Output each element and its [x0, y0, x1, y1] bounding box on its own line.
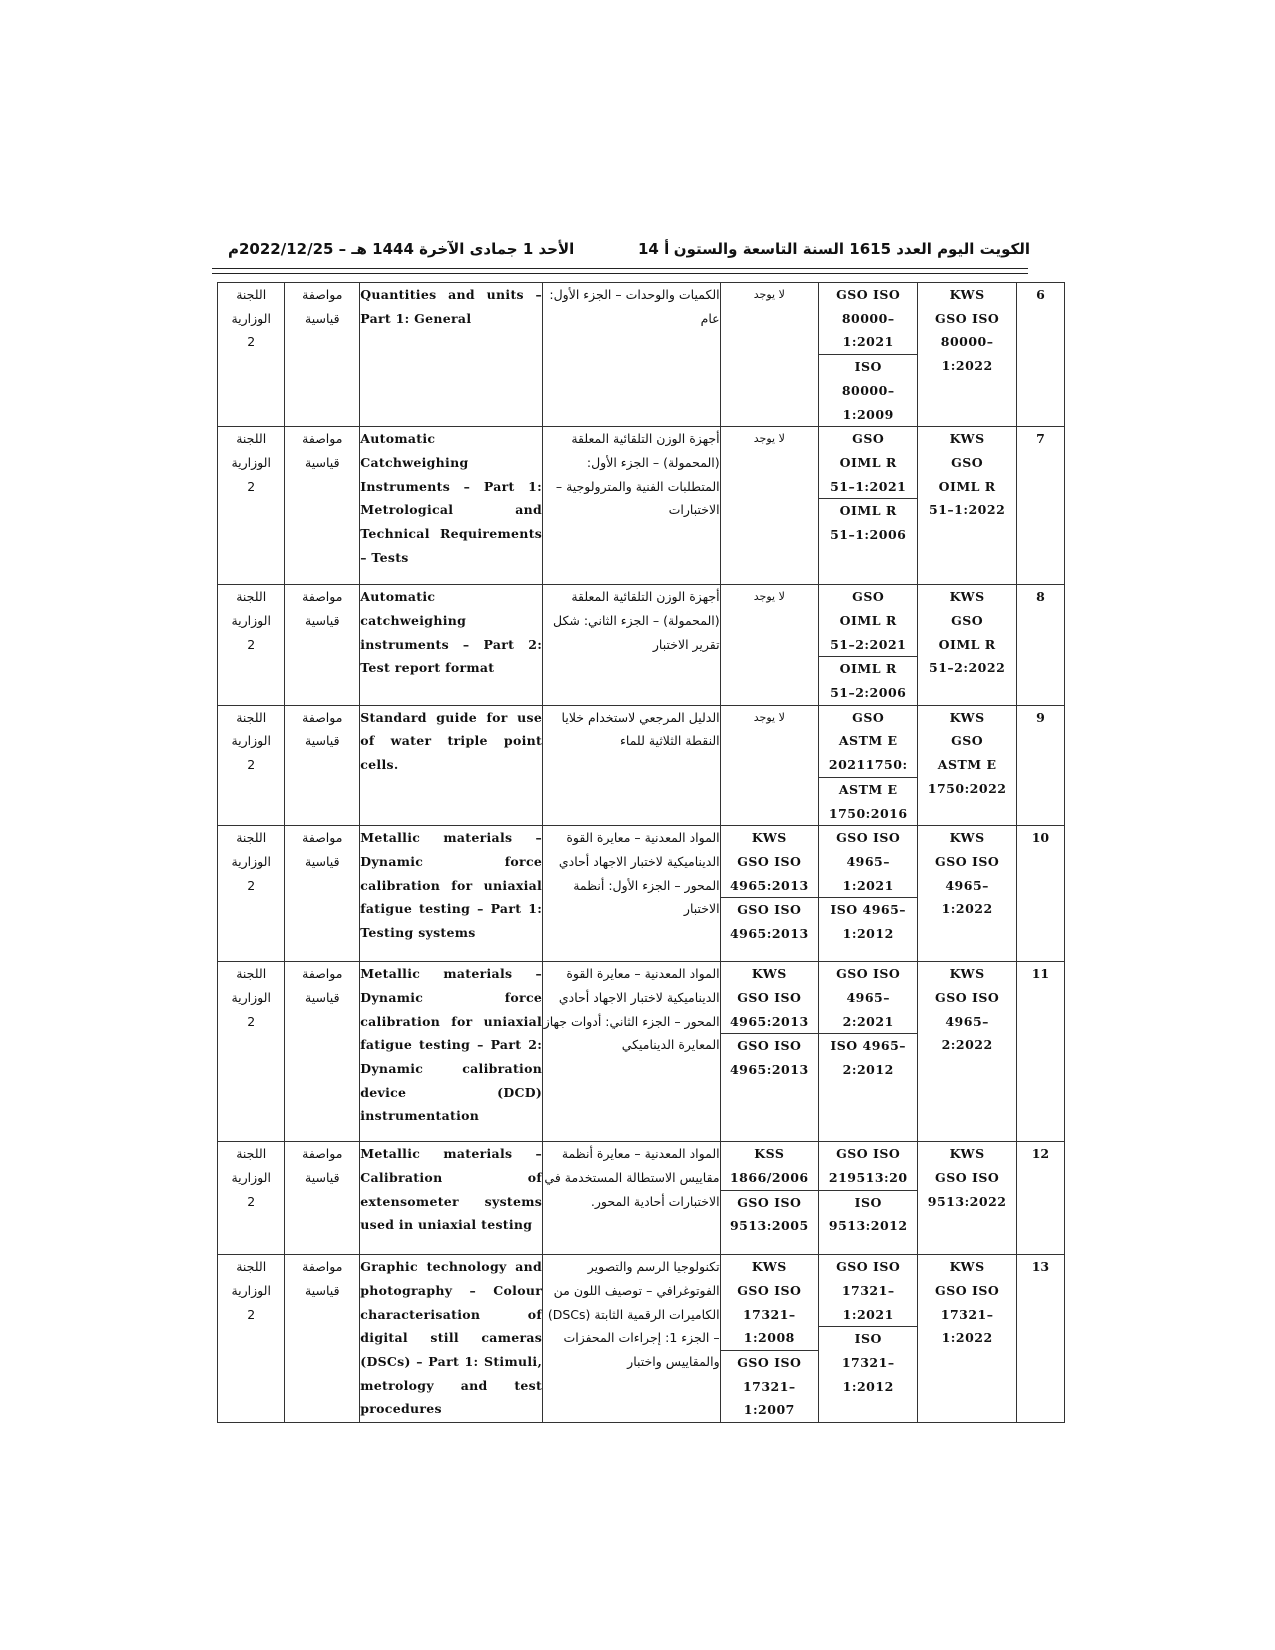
- new-code-cell: [918, 1142, 1016, 1255]
- title-en-cell: Metallic materials – Dynamic force calibration for uniaxial fatigue testing – Part 1: Testing systems: [360, 826, 543, 962]
- new-code-line: GSO ISO: [935, 1169, 1000, 1185]
- gso-ref-line: 1:2021: [842, 1306, 894, 1322]
- committee-line: الوزارية: [231, 612, 271, 628]
- type-line: مواصفة: [302, 1259, 343, 1275]
- type-line: مواصفة: [302, 431, 343, 447]
- intl-ref-line: 51–1:2006: [830, 527, 907, 543]
- gso-ref-line: OIML R: [839, 612, 897, 628]
- new-code-line: 51–1:2022: [929, 502, 1006, 518]
- type-line: قياسية: [305, 989, 340, 1005]
- committee-line: اللجنة: [236, 709, 267, 725]
- new-code-line: 80000–: [940, 334, 994, 350]
- committee-line: اللجنة: [236, 830, 267, 846]
- kuwait-ref-alt-line: GSO ISO: [737, 1355, 802, 1371]
- committee-cell: [218, 962, 285, 1142]
- kuwait-ref-line: 1866/2006: [729, 1169, 809, 1185]
- title-ar-cell: الدليل المرجعي لاستخدام خلايا النقطة الثلاثية للماء: [543, 705, 721, 826]
- kuwait-ref-alt-line: 1:2007: [743, 1402, 795, 1418]
- title-en-cell: Automatic catchweighing instruments – Part 2: Test report format: [360, 585, 543, 706]
- type-cell: [285, 427, 360, 585]
- kuwait-ref-line: GSO ISO: [737, 989, 802, 1005]
- title-ar-cell: أجهزة الوزن التلقائية المعلقة (المحمولة) – الجزء الثاني: شكل تقرير الاختبار: [543, 585, 721, 706]
- committee-line: 2: [247, 757, 256, 773]
- intl-ref-line: ISO: [854, 1331, 882, 1347]
- page-header: [228, 240, 1030, 264]
- new-code-line: ASTM E: [937, 757, 997, 773]
- kuwait-ref-line: 1:2008: [743, 1330, 795, 1346]
- title-ar-cell: تكنولوجيا الرسم والتصوير الفوتوغرافي – توصيف اللون من الكاميرات الرقمية الثابتة (DSCs) – الجزء 1: إجراءات المحفزات والمقاييس واختبار: [543, 1255, 721, 1423]
- kuwait-ref-line: لا يوجد: [753, 432, 785, 446]
- row-number-cell: 11: [1016, 962, 1064, 1142]
- gazette-title: الكويت اليوم العدد 1615 السنة التاسعة والستون: [673, 240, 1030, 258]
- intl-ref-line: 1:2009: [842, 406, 894, 422]
- kuwait-ref-line: KSS: [754, 1146, 785, 1162]
- committee-line: 2: [247, 877, 256, 893]
- gso-ref-cell: [819, 585, 918, 706]
- committee-line: الوزارية: [231, 1169, 271, 1185]
- title-en-cell: Metallic materials – Dynamic force calibration for uniaxial fatigue testing – Part 2: Dynamic calibration device (DCD) instrumentation: [360, 962, 543, 1142]
- intl-ref: [819, 1190, 917, 1238]
- kuwait-ref-line: KWS: [751, 966, 787, 982]
- intl-ref: [819, 897, 917, 945]
- title-ar-cell: الكميات والوحدات – الجزء الأول: عام: [543, 283, 721, 427]
- committee-cell: [218, 585, 285, 706]
- table-row: [218, 427, 1065, 585]
- intl-ref-line: ISO: [854, 359, 882, 375]
- type-line: مواصفة: [302, 830, 343, 846]
- table-row: [218, 283, 1065, 427]
- table-row: [218, 826, 1065, 962]
- kuwait-ref-line: لا يوجد: [753, 288, 785, 301]
- issue-date: الأحد 1 جمادى الآخرة 1444 هـ – 2022/12/25م: [228, 240, 575, 258]
- type-cell: [285, 283, 360, 427]
- gso-ref-cell: [819, 826, 918, 962]
- new-code-line: 1:2022: [941, 901, 993, 917]
- new-code-line: 4965–: [945, 877, 989, 893]
- kuwait-ref-cell: [720, 962, 818, 1142]
- new-code-line: KWS: [949, 589, 985, 605]
- kuwait-ref-cell: [720, 1255, 818, 1423]
- new-code-cell: [918, 427, 1016, 585]
- gso-ref-line: 4965–: [846, 853, 890, 869]
- intl-ref: [819, 1033, 917, 1081]
- kuwait-ref-cell: [720, 283, 818, 427]
- intl-ref: [819, 498, 917, 546]
- intl-ref-line: 9513:2012: [828, 1218, 908, 1234]
- intl-ref-line: OIML R: [839, 503, 897, 519]
- kuwait-ref-line: KWS: [751, 830, 787, 846]
- table-row: [218, 705, 1065, 826]
- committee-line: اللجنة: [236, 1259, 267, 1275]
- committee-line: 2: [247, 478, 256, 494]
- kuwait-ref-divider: [721, 1190, 818, 1238]
- gso-ref-line: GSO ISO: [836, 966, 901, 982]
- new-code-cell: [918, 826, 1016, 962]
- gso-ref-line: ASTM E: [838, 733, 898, 749]
- committee-line: اللجنة: [236, 287, 267, 302]
- gso-ref-line: GSO ISO: [836, 1259, 901, 1275]
- new-code-line: KWS: [949, 1146, 985, 1162]
- committee-cell: [218, 826, 285, 962]
- row-number-cell: 9: [1016, 705, 1064, 826]
- title-en-cell: Standard guide for use of water triple point cells.: [360, 705, 543, 826]
- title-ar-cell: المواد المعدنية – معايرة القوة الديناميكية لاختبار الاجهاد أحادي المحور – الجزء الأول: أنظمة الاختبار: [543, 826, 721, 962]
- title-ar-cell: المواد المعدنية – معايرة أنظمة مقاييس الاستطالة المستخدمة في الاختبارات أحادية المحور.: [543, 1142, 721, 1255]
- type-line: مواصفة: [302, 709, 343, 725]
- intl-ref-line: ASTM E: [838, 781, 898, 797]
- gso-ref-line: 51–2:2021: [830, 636, 907, 652]
- new-code-line: 1:2022: [941, 1330, 993, 1346]
- committee-line: اللجنة: [236, 589, 267, 605]
- new-code-line: KWS: [949, 287, 985, 302]
- new-code-line: OIML R: [938, 478, 996, 494]
- type-cell: [285, 585, 360, 706]
- gso-ref-cell: [819, 705, 918, 826]
- kuwait-ref-line: 17321–: [742, 1306, 796, 1322]
- kuwait-ref-cell: [720, 427, 818, 585]
- title-en-cell: Quantities and units – Part 1: General: [360, 283, 543, 427]
- intl-ref-line: ISO 4965–: [830, 1038, 907, 1054]
- kuwait-ref-divider: [721, 1033, 818, 1081]
- table-row: [218, 585, 1065, 706]
- new-code-line: GSO ISO: [935, 853, 1000, 869]
- gso-ref-line: GSO ISO: [836, 1146, 901, 1162]
- header-rule-bottom: [212, 273, 1028, 274]
- new-code-line: GSO: [951, 733, 984, 749]
- new-code-line: KWS: [949, 709, 985, 725]
- committee-line: الوزارية: [231, 1282, 271, 1298]
- kuwait-ref-line: لا يوجد: [753, 590, 785, 604]
- kuwait-ref-alt-line: GSO ISO: [737, 902, 802, 918]
- kuwait-ref-alt-line: GSO ISO: [737, 1194, 802, 1210]
- intl-ref: [819, 656, 917, 704]
- page-number: أ 14: [638, 240, 670, 258]
- intl-ref-line: OIML R: [839, 661, 897, 677]
- gso-ref-line: GSO: [852, 431, 885, 447]
- new-code-line: 9513:2022: [927, 1193, 1007, 1209]
- gso-ref-cell: [819, 283, 918, 427]
- type-line: قياسية: [305, 454, 340, 470]
- gso-ref-cell: [819, 1255, 918, 1423]
- intl-ref-line: 1:2012: [842, 926, 894, 942]
- gso-ref-line: 20211750:: [828, 757, 908, 773]
- row-number-cell: 10: [1016, 826, 1064, 962]
- committee-cell: [218, 1142, 285, 1255]
- committee-line: اللجنة: [236, 1146, 267, 1162]
- kuwait-ref-alt-line: 9513:2005: [729, 1218, 809, 1234]
- kuwait-ref-divider: [721, 897, 818, 945]
- intl-ref-line: 2:2012: [842, 1062, 894, 1078]
- committee-line: الوزارية: [231, 853, 271, 869]
- table-row: [218, 962, 1065, 1142]
- intl-ref-line: 1750:2016: [828, 805, 908, 821]
- intl-ref-line: ISO 4965–: [830, 902, 907, 918]
- kuwait-ref-alt-line: GSO ISO: [737, 1038, 802, 1054]
- new-code-line: 51–2:2022: [929, 660, 1006, 676]
- table-row: [218, 1255, 1065, 1423]
- table-row: [218, 1142, 1065, 1255]
- gso-ref-cell: [819, 1142, 918, 1255]
- gso-ref-line: 1:2021: [842, 334, 894, 350]
- gso-ref-line: 80000–: [841, 310, 895, 326]
- type-line: قياسية: [305, 733, 340, 749]
- new-code-line: GSO ISO: [935, 989, 1000, 1005]
- type-line: قياسية: [305, 1169, 340, 1185]
- intl-ref-line: 1:2012: [842, 1378, 894, 1394]
- gso-ref-line: GSO ISO: [836, 830, 901, 846]
- title-en-cell: Graphic technology and photography – Colour characterisation of digital still cameras (DSCs) – Part 1: Stimuli, metrology and test procedures: [360, 1255, 543, 1423]
- gso-ref-cell: [819, 962, 918, 1142]
- type-line: قياسية: [305, 853, 340, 869]
- kuwait-ref-divider: [721, 1350, 818, 1422]
- type-line: مواصفة: [302, 287, 343, 302]
- new-code-cell: [918, 962, 1016, 1142]
- new-code-line: 1:2022: [941, 358, 993, 374]
- title-en-cell: Metallic materials – Calibration of extensometer systems used in uniaxial testing: [360, 1142, 543, 1255]
- new-code-line: 17321–: [940, 1306, 994, 1322]
- new-code-cell: [918, 283, 1016, 427]
- new-code-line: KWS: [949, 830, 985, 846]
- committee-cell: [218, 427, 285, 585]
- committee-line: 2: [247, 1306, 256, 1322]
- committee-line: الوزارية: [231, 733, 271, 749]
- title-ar-cell: أجهزة الوزن التلقائية المعلقة (المحمولة) – الجزء الأول: المتطلبات الفنية والمترولوجية – الاختبارات: [543, 427, 721, 585]
- gso-ref-line: 1:2021: [842, 877, 894, 893]
- new-code-line: KWS: [949, 431, 985, 447]
- new-code-cell: [918, 705, 1016, 826]
- kuwait-ref-cell: [720, 585, 818, 706]
- new-code-line: 4965–: [945, 1013, 989, 1029]
- row-number-cell: 7: [1016, 427, 1064, 585]
- intl-ref-line: 80000–: [841, 382, 895, 398]
- type-cell: [285, 826, 360, 962]
- type-line: قياسية: [305, 1282, 340, 1298]
- gso-ref-line: GSO: [852, 709, 885, 725]
- kuwait-ref-cell: [720, 1142, 818, 1255]
- row-number-cell: 12: [1016, 1142, 1064, 1255]
- gso-ref-line: GSO ISO: [836, 287, 901, 302]
- title-en-cell: Automatic Catchweighing Instruments – Part 1: Metrological and Technical Requirements – Tests: [360, 427, 543, 585]
- committee-line: الوزارية: [231, 454, 271, 470]
- new-code-cell: [918, 1255, 1016, 1423]
- gso-ref-line: 2:2021: [842, 1013, 894, 1029]
- kuwait-ref-cell: [720, 705, 818, 826]
- new-code-line: 2:2022: [941, 1037, 993, 1053]
- committee-line: 2: [247, 636, 256, 652]
- committee-line: 2: [247, 1193, 256, 1209]
- kuwait-ref-cell: [720, 826, 818, 962]
- new-code-line: GSO ISO: [935, 310, 1000, 326]
- new-code-line: GSO: [951, 612, 984, 628]
- kuwait-ref-alt-line: 4965:2013: [729, 926, 809, 942]
- row-number-cell: 8: [1016, 585, 1064, 706]
- header-rule-top: [212, 268, 1028, 269]
- type-line: مواصفة: [302, 1146, 343, 1162]
- new-code-line: KWS: [949, 966, 985, 982]
- gso-ref-line: 219513:20: [828, 1169, 908, 1185]
- title-ar-cell: المواد المعدنية – معايرة القوة الديناميكية لاختبار الاجهاد أحادي المحور – الجزء الثاني: أدوات جهاز المعايرة الديناميكي: [543, 962, 721, 1142]
- intl-ref-line: ISO: [854, 1194, 882, 1210]
- type-line: قياسية: [305, 612, 340, 628]
- committee-line: اللجنة: [236, 966, 267, 982]
- committee-line: اللجنة: [236, 431, 267, 447]
- type-line: مواصفة: [302, 589, 343, 605]
- intl-ref-line: 17321–: [841, 1355, 895, 1371]
- new-code-line: GSO: [951, 454, 984, 470]
- committee-line: الوزارية: [231, 310, 271, 326]
- new-code-line: OIML R: [938, 636, 996, 652]
- kuwait-ref-alt-line: 17321–: [742, 1378, 796, 1394]
- gso-ref-line: OIML R: [839, 454, 897, 470]
- committee-line: الوزارية: [231, 989, 271, 1005]
- kuwait-ref-line: KWS: [751, 1259, 787, 1275]
- row-number-cell: 6: [1016, 283, 1064, 427]
- kuwait-ref-line: 4965:2013: [729, 1013, 809, 1029]
- kuwait-ref-line: GSO ISO: [737, 1282, 802, 1298]
- type-line: مواصفة: [302, 966, 343, 982]
- new-code-cell: [918, 585, 1016, 706]
- type-line: قياسية: [305, 310, 340, 326]
- type-cell: [285, 705, 360, 826]
- committee-line: 2: [247, 1013, 256, 1029]
- gso-ref-line: GSO: [852, 589, 885, 605]
- committee-cell: [218, 705, 285, 826]
- kuwait-ref-line: لا يوجد: [753, 710, 785, 724]
- type-cell: [285, 1142, 360, 1255]
- new-code-line: 1750:2022: [927, 780, 1007, 796]
- gso-ref-line: 51–1:2021: [830, 478, 907, 494]
- intl-ref-line: 51–2:2006: [830, 685, 907, 701]
- new-code-line: KWS: [949, 1259, 985, 1275]
- standards-table: [217, 282, 1065, 1423]
- intl-ref: [819, 1326, 917, 1398]
- type-cell: [285, 962, 360, 1142]
- committee-cell: [218, 1255, 285, 1423]
- intl-ref: [819, 354, 917, 426]
- new-code-line: GSO ISO: [935, 1282, 1000, 1298]
- committee-cell: [218, 283, 285, 427]
- kuwait-ref-line: GSO ISO: [737, 853, 802, 869]
- gso-ref-cell: [819, 427, 918, 585]
- intl-ref: [819, 777, 917, 825]
- kuwait-ref-line: 4965:2013: [729, 877, 809, 893]
- type-cell: [285, 1255, 360, 1423]
- gso-ref-line: 17321–: [841, 1282, 895, 1298]
- kuwait-ref-alt-line: 4965:2013: [729, 1062, 809, 1078]
- committee-line: 2: [247, 334, 256, 350]
- row-number-cell: 13: [1016, 1255, 1064, 1423]
- gso-ref-line: 4965–: [846, 989, 890, 1005]
